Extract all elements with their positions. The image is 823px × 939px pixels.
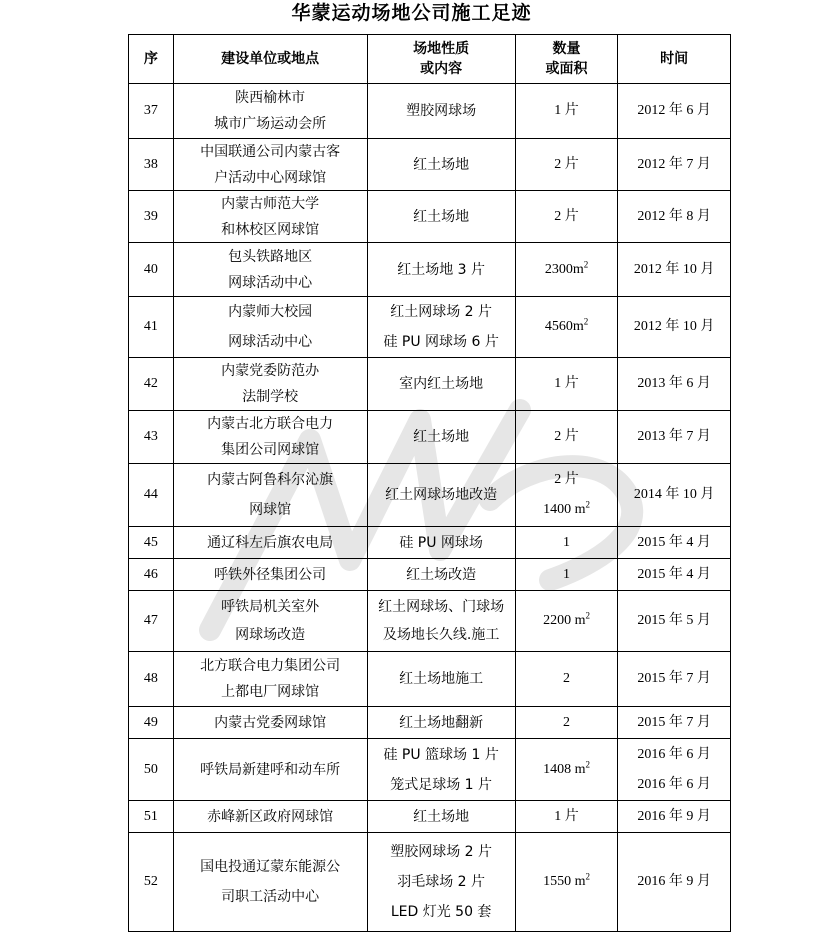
cell-date-line: 2016 年 9 月 xyxy=(637,874,711,889)
cell-date xyxy=(618,559,731,591)
cell-site-type xyxy=(367,84,515,139)
cell-site-type xyxy=(367,297,515,358)
cell-no-line: 52 xyxy=(143,874,158,889)
cell-location xyxy=(173,139,367,191)
cell-location-line: 法制学校 xyxy=(242,389,299,405)
cell-date-line: 2016 年 9 月 xyxy=(637,808,711,824)
cell-no-line: 49 xyxy=(143,714,158,730)
table-row xyxy=(129,559,731,591)
cell-quantity-line: 2 xyxy=(563,714,571,730)
table-row xyxy=(129,243,731,297)
cell-date-line: 2014 年 10 月 xyxy=(633,487,715,502)
cell-location-line: 呼铁外径集团公司 xyxy=(214,566,327,583)
cell-date xyxy=(618,139,731,191)
cell-site-type-line: 羽毛球场 2 片 xyxy=(397,874,486,890)
table-row xyxy=(129,358,731,411)
cell-date xyxy=(618,739,731,801)
cell-location-line: 北方联合电力集团公司 xyxy=(200,658,341,674)
cell-site-type xyxy=(367,139,515,191)
cell-no-line: 46 xyxy=(143,566,158,582)
cell-quantity xyxy=(515,84,618,139)
cell-location xyxy=(173,297,367,358)
cell-site-type xyxy=(367,243,515,297)
construction-table xyxy=(128,34,731,932)
cell-quantity-line: 2 片 xyxy=(554,472,579,487)
cell-date xyxy=(618,833,731,932)
header-location: 建设单位或地点 xyxy=(173,35,367,84)
cell-quantity-line: 2 片 xyxy=(554,208,579,224)
cell-quantity-line: 1 片 xyxy=(554,808,579,824)
cell-date xyxy=(618,191,731,243)
table-row xyxy=(129,297,731,358)
cell-date xyxy=(618,411,731,464)
cell-quantity xyxy=(515,591,618,652)
cell-quantity-line: $4560m^2$ xyxy=(544,316,589,334)
cell-location-line: 集团公司网球馆 xyxy=(221,442,320,458)
cell-quantity xyxy=(515,559,618,591)
header-quantity-line: 或面积 xyxy=(545,61,588,77)
header-site-type-line: 或内容 xyxy=(420,61,463,77)
cell-location-line: 网球场改造 xyxy=(235,627,306,643)
cell-site-type-line: 红土场地 xyxy=(413,429,470,445)
cell-quantity-line: 2 片 xyxy=(554,156,579,172)
cell-date xyxy=(618,652,731,707)
cell-site-type-line: 红土场地翻新 xyxy=(399,714,484,731)
cell-location xyxy=(173,411,367,464)
cell-location-line: 城市广场运动会所 xyxy=(214,116,327,132)
cell-no xyxy=(129,739,174,801)
cell-date-line: 2015 年 5 月 xyxy=(637,613,711,628)
cell-date-line: 2015 年 4 月 xyxy=(637,566,711,582)
cell-site-type xyxy=(367,191,515,243)
cell-quantity-line: 1 xyxy=(563,566,571,582)
cell-no xyxy=(129,84,174,139)
header-date: 时间 xyxy=(618,35,731,84)
cell-site-type xyxy=(367,801,515,833)
cell-date xyxy=(618,801,731,833)
cell-quantity-line: $2300m^2$ xyxy=(544,258,589,277)
unit-superscript: 2 xyxy=(585,610,590,621)
cell-date-line: 2015 年 7 月 xyxy=(637,671,711,686)
cell-location xyxy=(173,527,367,559)
cell-quantity xyxy=(515,358,618,411)
cell-location-line: 网球活动中心 xyxy=(228,274,313,291)
cell-location-line: 国电投通辽蒙东能源公 xyxy=(200,859,341,875)
cell-location xyxy=(173,801,367,833)
table-row xyxy=(129,591,731,652)
cell-no xyxy=(129,801,174,833)
cell-date-line: 2012 年 10 月 xyxy=(633,261,715,277)
cell-quantity xyxy=(515,801,618,833)
cell-site-type xyxy=(367,358,515,411)
cell-date-line: 2013 年 7 月 xyxy=(637,429,711,444)
cell-quantity-line: 1550 $m^2$ xyxy=(543,871,590,889)
cell-no-line: 41 xyxy=(143,319,158,334)
cell-no xyxy=(129,139,174,191)
cell-quantity-line: 1400 $m^2$ xyxy=(543,499,590,517)
cell-date-line: 2012 年 6 月 xyxy=(637,103,711,118)
cell-date-line: 2016 年 6 月 xyxy=(637,776,711,792)
cell-no-line: 40 xyxy=(143,261,158,277)
cell-quantity xyxy=(515,464,618,527)
cell-site-type-line: 红土场地 xyxy=(413,156,470,173)
unit-superscript: 2 xyxy=(585,758,590,769)
cell-location-line: 和林校区网球馆 xyxy=(221,221,320,238)
cell-quantity xyxy=(515,191,618,243)
cell-date-line: 2015 年 4 月 xyxy=(637,534,711,550)
cell-date xyxy=(618,707,731,739)
cell-quantity-line: 2 片 xyxy=(554,429,579,444)
cell-site-type-line: 硅 PU 网球场 6 片 xyxy=(383,334,499,350)
cell-no xyxy=(129,191,174,243)
cell-quantity-line: 1 片 xyxy=(554,376,579,391)
table-row xyxy=(129,84,731,139)
cell-location xyxy=(173,358,367,411)
cell-site-type-line: 红土场地 xyxy=(413,208,470,225)
cell-quantity xyxy=(515,739,618,801)
cell-quantity xyxy=(515,297,618,358)
cell-site-type-line: 及场地长久线.施工 xyxy=(382,627,500,643)
cell-quantity xyxy=(515,707,618,739)
cell-quantity-line: 1 xyxy=(563,534,571,550)
cell-site-type-line: 笼式足球场 1 片 xyxy=(390,776,493,793)
cell-location-line: 司职工活动中心 xyxy=(221,889,320,905)
cell-no-line: 43 xyxy=(143,429,158,444)
unit-superscript: 2 xyxy=(585,499,590,510)
cell-location xyxy=(173,652,367,707)
cell-location xyxy=(173,84,367,139)
cell-site-type xyxy=(367,652,515,707)
cell-no-line: 48 xyxy=(143,671,158,686)
cell-location-line: 陕西榆林市 xyxy=(235,90,306,106)
cell-location xyxy=(173,707,367,739)
cell-no-line: 50 xyxy=(143,761,158,777)
cell-date xyxy=(618,464,731,527)
header-no: 序 xyxy=(129,35,174,84)
cell-site-type-line: 红土网球场 2 片 xyxy=(390,304,493,320)
cell-date-line: 2012 年 8 月 xyxy=(637,208,711,224)
cell-quantity xyxy=(515,139,618,191)
cell-date-line: 2013 年 6 月 xyxy=(637,376,711,391)
cell-date xyxy=(618,243,731,297)
cell-location-line: 户活动中心网球馆 xyxy=(214,169,327,186)
cell-site-type xyxy=(367,739,515,801)
cell-location-line: 中国联通公司内蒙古客 xyxy=(200,143,341,160)
cell-no-line: 39 xyxy=(143,208,158,224)
table-row xyxy=(129,191,731,243)
table-row xyxy=(129,527,731,559)
cell-site-type xyxy=(367,464,515,527)
cell-site-type-line: 红土网球场地改造 xyxy=(385,487,498,503)
table-row xyxy=(129,652,731,707)
table-row xyxy=(129,139,731,191)
cell-location-line: 内蒙古师范大学 xyxy=(221,195,320,212)
cell-quantity-line: 2 xyxy=(563,671,571,686)
cell-quantity xyxy=(515,411,618,464)
cell-location-line: 呼铁局新建呼和动车所 xyxy=(200,761,341,778)
cell-no-line: 45 xyxy=(143,534,158,550)
unit-superscript: 2 xyxy=(585,871,590,882)
table-row xyxy=(129,707,731,739)
table-header-row xyxy=(129,35,731,84)
table-row xyxy=(129,833,731,932)
cell-quantity-line: 1 片 xyxy=(554,103,579,118)
header-site-type xyxy=(367,35,515,84)
cell-date xyxy=(618,527,731,559)
cell-location-line: 网球馆 xyxy=(249,502,292,518)
cell-date-line: 2015 年 7 月 xyxy=(637,714,711,730)
cell-site-type-line: 塑胶网球场 2 片 xyxy=(390,844,493,860)
cell-site-type xyxy=(367,527,515,559)
cell-no-line: 38 xyxy=(143,156,158,172)
cell-no-line: 44 xyxy=(143,487,158,502)
cell-no-line: 37 xyxy=(143,103,158,118)
cell-site-type xyxy=(367,707,515,739)
cell-location xyxy=(173,591,367,652)
cell-no xyxy=(129,358,174,411)
cell-location-line: 内蒙师大校园 xyxy=(228,304,313,320)
cell-location-line: 呼铁局机关室外 xyxy=(221,599,320,615)
cell-location-line: 赤峰新区政府网球馆 xyxy=(207,808,334,825)
cell-no xyxy=(129,243,174,297)
cell-no xyxy=(129,527,174,559)
cell-location xyxy=(173,243,367,297)
unit-superscript: 2 xyxy=(583,316,589,327)
cell-site-type-line: 红土场地施工 xyxy=(399,671,484,687)
table-row xyxy=(129,411,731,464)
cell-location xyxy=(173,739,367,801)
cell-date xyxy=(618,358,731,411)
cell-quantity xyxy=(515,527,618,559)
cell-site-type-line: 红土场地 xyxy=(413,808,470,825)
cell-date xyxy=(618,297,731,358)
cell-site-type xyxy=(367,559,515,591)
cell-site-type-line: 室内红土场地 xyxy=(399,376,484,392)
cell-quantity xyxy=(515,652,618,707)
cell-date-line: 2016 年 6 月 xyxy=(637,746,711,762)
cell-no xyxy=(129,297,174,358)
cell-location-line: 上都电厂网球馆 xyxy=(221,684,320,700)
cell-site-type-line: 硅 PU 网球场 xyxy=(399,534,483,551)
cell-no xyxy=(129,833,174,932)
cell-no xyxy=(129,652,174,707)
cell-quantity-line: 1408 $m^2$ xyxy=(543,758,590,777)
cell-site-type-line: 塑胶网球场 xyxy=(406,103,477,119)
cell-date-line: 2012 年 10 月 xyxy=(633,319,715,334)
header-quantity xyxy=(515,35,618,84)
cell-site-type xyxy=(367,411,515,464)
cell-location xyxy=(173,833,367,932)
cell-site-type-line: 硅 PU 篮球场 1 片 xyxy=(383,746,499,763)
table-row xyxy=(129,801,731,833)
cell-location-line: 通辽科左后旗农电局 xyxy=(207,534,334,551)
page-title: 华蒙运动场地公司施工足迹 xyxy=(291,2,532,24)
cell-no xyxy=(129,411,174,464)
cell-date xyxy=(618,84,731,139)
cell-quantity xyxy=(515,243,618,297)
cell-quantity xyxy=(515,833,618,932)
table-row xyxy=(129,739,731,801)
unit-superscript: 2 xyxy=(583,258,589,269)
cell-location-line: 内蒙古阿鲁科尔沁旗 xyxy=(207,472,334,488)
cell-location xyxy=(173,559,367,591)
cell-quantity-line: 2200 $m^2$ xyxy=(543,610,590,628)
cell-no xyxy=(129,559,174,591)
cell-location-line: 网球活动中心 xyxy=(228,334,313,350)
cell-site-type-line: 红土场改造 xyxy=(406,566,477,583)
cell-no-line: 42 xyxy=(143,376,158,391)
cell-location-line: 内蒙党委防范办 xyxy=(221,363,320,379)
cell-date xyxy=(618,591,731,652)
cell-location-line: 内蒙古党委网球馆 xyxy=(214,714,327,731)
cell-no xyxy=(129,707,174,739)
table-row xyxy=(129,464,731,527)
header-site-type-line: 场地性质 xyxy=(413,41,470,57)
cell-site-type-line: LED 灯光 50 套 xyxy=(390,904,492,920)
cell-no xyxy=(129,464,174,527)
cell-no xyxy=(129,591,174,652)
header-quantity-line: 数量 xyxy=(552,41,581,57)
cell-date-line: 2012 年 7 月 xyxy=(637,156,711,172)
cell-site-type xyxy=(367,591,515,652)
cell-site-type-line: 红土场地 3 片 xyxy=(397,261,486,278)
cell-site-type xyxy=(367,833,515,932)
cell-site-type-line: 红土网球场、门球场 xyxy=(378,599,505,615)
cell-location xyxy=(173,191,367,243)
cell-location-line: 包头铁路地区 xyxy=(228,248,313,265)
cell-no-line: 51 xyxy=(143,808,158,824)
cell-location-line: 内蒙古北方联合电力 xyxy=(207,416,334,432)
cell-no-line: 47 xyxy=(143,613,158,628)
cell-location xyxy=(173,464,367,527)
